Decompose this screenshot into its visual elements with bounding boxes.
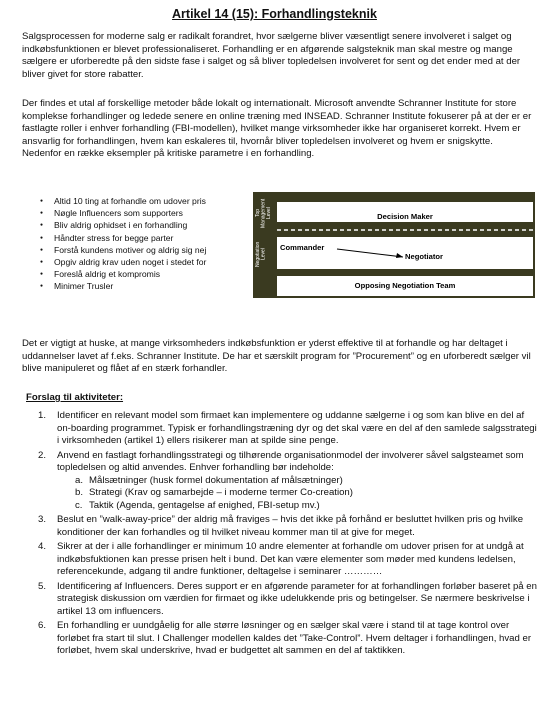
item-text: Identificering af Influencers. Deres support er en afgørende parameter for at forhandlingen forløber baseret på en strategisk diskussion om værdien for firmaet og ikke udelukkende pris og betingelser. Se nærmere beskrivelse i artikel 13 om influencers. <box>57 580 537 617</box>
sub-text: Taktik (Agenda, gentagelse af enighed, FBI-setup mv.) <box>89 499 320 511</box>
bullet-item: ● Nøgle Influencers som supporters <box>22 207 247 219</box>
suggestions-list <box>22 410 537 660</box>
bullet-item: ● Altid 10 ting at forhandle om udover pris <box>22 195 247 207</box>
commander-negotiator-line <box>337 249 403 257</box>
sub-item <box>57 500 537 513</box>
sub-text: Målsætninger (husk formel dokumentation af målsætninger) <box>89 474 343 486</box>
suggestion-item <box>22 450 537 513</box>
suggestion-item <box>22 514 537 539</box>
item-number: 2. <box>38 449 47 461</box>
bullet-item: ● Opgiv aldrig krav uden noget i stedet for <box>22 256 247 268</box>
negotiation-level-label: Negotiation Level <box>255 241 267 267</box>
item-number: 1. <box>38 410 47 421</box>
sub-item <box>57 475 537 488</box>
bullet-item: ● Bliv aldrig ophidset i en forhandling <box>22 219 247 231</box>
decision-maker-label: Decision Maker <box>377 212 433 221</box>
item-number: 3. <box>38 514 47 525</box>
suggestion-item <box>22 620 537 658</box>
sub-letter: c. <box>75 499 83 511</box>
item-number: 5. <box>38 580 47 592</box>
procurement-paragraph: Det er vigtigt at huske, at mange virksomheders indkøbsfunktion er yderst effektive til at forhandle og har deltaget i uddannelser lavet af f.eks. Schranner Institute. De har et særskilt program for ”Procurement” og en uforberedt sælger vil blive manipuleret og flået af en stærk forhandler. <box>22 338 531 375</box>
bullet-item: ● Minimer Trusler <box>22 280 247 292</box>
suggestion-item <box>22 410 537 448</box>
methods-paragraph: Der findes et utal af forskellige metoder både lokalt og internationalt. Microsoft anvendte Schranner Institute for store komplekse forhandlinger og ledede senere en online træning med INSEAD. Schranner Institute fokuserer på at der er er fastlagte roller i enhver forhandling (FBI-modellen), hvilket mange virksomheder ikke har organiseret korrekt. Hvem er ansvarlig for forhandlingen, hvem kan eskaleres til, hvornår bliver topledelsen involveret og hvem er snigskytte. Nedenfor en række eksempler på kritiske parametre i en forhandling. <box>22 98 532 160</box>
suggestion-item <box>22 581 537 619</box>
item-text: Beslut en ”walk-away-price” der aldrig må fraviges – hvis det ikke på forhånd er besluttet hvilken pris og hvilke konditioner der kan forhandles og til hvilket niveau kommer man til at give for meget. <box>57 514 524 538</box>
intro-paragraph: Salgsprocessen for moderne salg er radikalt forandret, hvor sælgerne bliver væsentligt senere involveret i salget og indkøbsfunktionen er blevet professionaliseret. Forhandling er en afgørende salgsteknik man skal mestre og mange sælgere er uforberedte på den sidste fase i salget og så bliver topledelsen involveret for sent og det ender med at der bliver givet for store rabatter. <box>22 31 521 80</box>
page-title: Artikel 14 (15): Forhandlingsteknik <box>172 7 377 21</box>
opposing-team-label: Opposing Negotiation Team <box>354 281 456 290</box>
sub-letter: b. <box>75 487 84 498</box>
negotiation-roles-diagram <box>253 192 535 298</box>
negotiator-label: Negotiator <box>405 252 443 261</box>
bullet-item: ● Forstå kundens motiver og aldrig sig nej <box>22 244 247 256</box>
sub-letter: a. <box>75 474 84 486</box>
item-text: Identificer en relevant model som firmaet kan implementere og uddanne sælgerne i og som kan blive en del af on-boarding programmet. Typisk er forhandlingstræning dyr og det skal være en del af den samlede salgsstrategi i virksomheden (artikel 1) ellers risikerer man at spilde sine penge. <box>57 410 537 446</box>
bullet-item: ● Håndter stress for begge parter <box>22 232 247 244</box>
bullet-item: ● Foreslå aldrig et kompromis <box>22 268 247 280</box>
suggestion-item <box>22 541 537 579</box>
item-text: En forhandling er uundgåelig for alle større løsninger og en sælger skal være i stand til at tage kontrol over forløbet fra start til slut. I Challenger modellen kaldes det ”Take-Control”. Hvem deltager i forhandlingen, hvad er forløbet, hvem skal underskrive, hvad er budgettet alt sammen en del af taktikken. <box>57 620 532 656</box>
top-management-level-label: Top Management Level <box>255 198 272 228</box>
item-text: Anvend en fastlagt forhandlingsstrategi og tilhørende organisationmodel der involverer såvel salgsteamet som topledelsen og altid anvendes. Enhver forhandling bør indeholde: <box>57 449 524 473</box>
sub-list <box>57 475 537 513</box>
suggestions-heading: Forslag til aktiviteter: <box>26 392 124 403</box>
sub-item <box>57 487 537 500</box>
item-number: 6. <box>38 620 47 631</box>
item-number: 4. <box>38 541 47 552</box>
item-text: Sikrer at der i alle forhandlinger er minimum 10 andre elementer at forhandle om udover prisen for at undgå at indkøbsfuktionen kan presse prisen helt i bund. Det kan være elementer som møder med kundens ledelsen, referencekunde, adgang til andre funktioner, deltagelse i seminarer ………… <box>57 541 524 577</box>
commander-label: Commander <box>280 243 325 252</box>
sub-text: Strategi (Krav og samarbejde – i moderne termer Co-creation) <box>89 487 353 498</box>
parameter-bullet-list <box>22 195 247 293</box>
